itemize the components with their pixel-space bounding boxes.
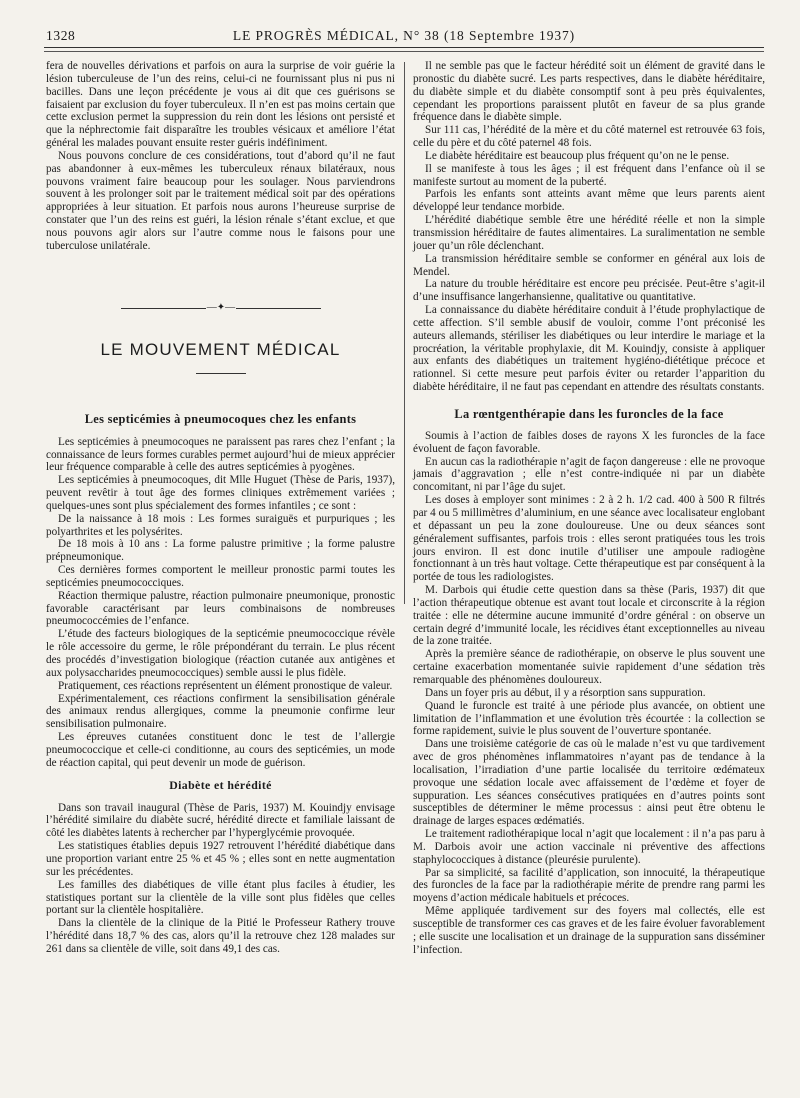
- paragraph: L’hérédité diabétique semble être une hérédité réelle et non la simple transmission héréditaire de fautes alimentaires. La suralimentation ne semble jouer qu’un rôle déclenchant.: [413, 214, 765, 252]
- paragraph: Le traitement radiothérapique local n’agit que localement : il n’a pas paru à M. Darbois avoir une action vaccinale ni préventive des affections staphylococciques à distance (pleurésie purulente).: [413, 828, 765, 866]
- article-title: Les septicémies à pneumocoques chez les enfants: [84, 411, 357, 426]
- paragraph: Parfois les enfants sont atteints avant même que leurs parents aient développé leur tendance morbide.: [413, 188, 765, 214]
- paragraph: Même appliquée tardivement sur des foyers mal collectés, elle est susceptible de transformer ces cas graves et de les faire évoluer favorablement ; elle suscite une localisation et un drainage de la suppuration sans disséminer l’infection.: [413, 905, 765, 956]
- paragraph: Les septicémies à pneumocoques, dit Mlle Huguet (Thèse de Paris, 1937), peuvent revêtir à tout âge des formes cliniques extrêmement variées ; quelques-unes sont plus spécialement des formes infantiles ; ce sont :: [46, 474, 395, 512]
- paragraph: Dans la clientèle de la clinique de la Pitié le Professeur Rathery trouve l’hérédité dans 18,7 % des cas, alors qu’il la retrouve chez 128 malades sur 261 dans sa clientèle de ville, soit dans 49,1 des cas.: [46, 917, 395, 955]
- paragraph: Réaction thermique palustre, réaction pulmonaire pneumonique, pronostic favorable caractérisant par leurs combinaisons de nombreuses pneumococcémies de l’enfance.: [46, 589, 395, 628]
- paragraph: Les septicémies à pneumocoques ne paraissent pas rares chez l’enfant ; la connaissance de leurs formes curables permet aujourd’hui de mieux apprécier leur fréquence comparable à celle des autres septicémies à pyogènes.: [46, 435, 395, 474]
- paragraph: La nature du trouble héréditaire est encore peu précisée. Peut-être s’agit-il d’une insuffisance langerhansienne, qualitative ou quantitative.: [413, 278, 765, 304]
- paragraph: Dans un foyer pris au début, il y a résorption sans suppuration.: [425, 686, 706, 699]
- paragraph: De 18 mois à 10 ans : La forme palustre primitive ; la forme palustre prépneumonique.: [46, 538, 395, 564]
- paragraph: La transmission héréditaire semble se conformer en général aux lois de Mendel.: [413, 252, 765, 278]
- paragraph: En aucun cas la radiothérapie n’agit de façon dangereuse : elle ne provoque jamais d’aggravation ; elle n’est contre-indiquée ni par un diabète concomitant, ni par l’âge du sujet.: [413, 455, 765, 494]
- paragraph: De la naissance à 18 mois : Les formes suraiguës et purpuriques ; les polyarthrites et les polysérites.: [46, 512, 395, 538]
- paragraph: La connaissance du diabète héréditaire conduit à l’étude prophylactique de cette affection. S’il semble abusif de vouloir, comme l’ont préconisé les auteurs allemands, stériliser les diabétiques ou leur interdire le mariage et la procréation, la véritable prophylaxie, dit M. Kouindjy, consiste à appliquer aux enfants des diabétiques un traitement hygiéno-diététique précoce et rationnel. Si cette mesure peut parfois éviter ou retarder l’apparition du diabète héréditaire, il ne faut pas cependant en attendre des résultats constants.: [413, 304, 765, 394]
- paragraph: Les statistiques établies depuis 1927 retrouvent l’hérédité diabétique dans une proportion variant entre 25 % et 45 % ; elles sont en nette augmentation sur les précédentes.: [46, 840, 395, 878]
- header-rule-thin: [44, 51, 764, 52]
- left-column: [46, 60, 395, 956]
- paragraph: fera de nouvelles dérivations et parfois on aura la surprise de voir guérie la lésion tuberculeuse de l’un des reins, celui-ci ne fournissant plus ni pus ni bacilles. Dans une leçon précédente je vous ai dit que ces guérisons se faisaient par exclusion du foyer tuberculeux. Il n’en est pas moins certain que cette exclusion permet la suppression du rein dont les lésions ont persisté et que la néphrectomie fait disparaître les troubles vésicaux et améliore l’état général les malades pouvant ensuite rester guéris indéfiniment.: [46, 60, 395, 150]
- paragraph: Quand le furoncle est traité à une période plus avancée, on obtient une limitation de l’inflammation et une évolution très écourtée : la collection se forme rapidement, suivie le plus souvent de l’ouverture spontanée.: [413, 699, 765, 738]
- subsection-title: Diabète et hérédité: [169, 777, 272, 792]
- paragraph: Nous pouvons conclure de ces considérations, tout d’abord qu’il ne faut pas abandonner à eux-mêmes les tuberculeux rénaux bilatéraux, nous pouvons vraiment faire beaucoup pour les soulager. Nous parviendrons souvent à les prolonger soit par le traitement médical soit par des opérations appropriées à leur situation. Et parfois nous aurons l’heureuse surprise de constater que l’un des reins est guéri, la lésion rénale s’étant exclue, et que nous pouvons agir alors sur l’autre comme nous le faisons pour une tuberculose unilatérale.: [46, 149, 395, 252]
- ornamental-divider: [46, 293, 395, 323]
- running-title: LE PROGRÈS MÉDICAL, N° 38 (18 Septembre 1937): [232, 28, 576, 43]
- paragraph: Les doses à employer sont minimes : 2 à 2 h. 1/2 cad. 400 à 500 R filtrés par 4 ou 5 millimètres d’aluminium, en une séance avec localisateur englobant et dépassant un peu la zone douloureuse. Une ou deux séances sont généralement suffisantes, parfois trois : elles seront pratiquées tous les trois jours environ. Il est donc inutile d’utiliser une ampoule radiogène fonctionnant à un très haut voltage. Cette thérapeutique est par conséquent à la portée de tous les radiologistes.: [413, 494, 765, 584]
- section-title: LE MOUVEMENT MÉDICAL: [100, 339, 341, 359]
- paragraph: Il ne semble pas que le facteur hérédité soit un élément de gravité dans le pronostic du diabète sucré. Les parts respectives, dans le diabète héréditaire, du diabète simple et du diabète consomptif sont à peu près équivalentes, cependant les proportions paraissent plutôt en faveur de sa plus grande fréquence dans le diabète simple.: [413, 60, 765, 124]
- header-rule: [44, 47, 764, 48]
- paragraph: Par sa simplicité, sa facilité d’application, son innocuité, la thérapeutique des furoncles de la face par la radiothérapie mérite de prendre rang parmi les moyens d’action médicale habituels et précoces.: [413, 866, 765, 905]
- paragraph: Le diabète héréditaire est beaucoup plus fréquent qu’on ne le pense.: [425, 149, 730, 162]
- paragraph: Après la première séance de radiothérapie, on observe le plus souvent une certaine exacerbation momentanée suivie rapidement d’une sédation très remarquable des phénomènes douloureux.: [413, 648, 765, 686]
- paragraph: Les familles des diabétiques de ville étant plus faciles à étudier, les statistiques portant sur la clientèle de la ville sont plus fidèles que celles portant sur la clientèle hospitalière.: [46, 878, 395, 917]
- paragraph: Sur 111 cas, l’hérédité de la mère et du côté maternel est retrouvée 63 fois, celle du père et du côté paternel 48 fois.: [413, 124, 765, 150]
- right-column: [413, 60, 765, 957]
- page-number: 1328: [46, 28, 76, 43]
- paragraph: Il se manifeste à tous les âges ; il est fréquent dans l’enfance où il se manifeste surtout au moment de la puberté.: [413, 162, 765, 188]
- fleuron-icon: —✦—: [206, 301, 236, 313]
- paragraph: M. Darbois qui étudie cette question dans sa thèse (Paris, 1937) dit que l’action thérapeutique obtenue est avant tout locale et circonscrite à la région traitée : elle ne détermine aucune immunité d’ordre général : on observe un certain degré d’immunité locale, les récidives étant exceptionnelles au niveau de la zone traitée.: [413, 584, 765, 648]
- paragraph: Ces dernières formes comportent le meilleur pronostic parmi toutes les septicémies pneumococciques.: [46, 564, 395, 589]
- paragraph: Soumis à l’action de faibles doses de rayons X les furoncles de la face évoluent de façon favorable.: [413, 429, 765, 455]
- paragraph: Dans une troisième catégorie de cas où le malade n’est vu que tardivement avec de gros phénomènes inflammatoires n’ayant pas de tendance à la localisation, l’irradiation d’une partie localisée du territoire œdémateux provoque une sédation locale avec affaissement de l’œdème et foyer de suppuration. Les séances consécutives pratiquées en d’autres points sont susceptibles de déterminer le même processus : ainsi peut être obtenu le drainage de larges espaces œdématiés.: [413, 738, 765, 828]
- paragraph: Pratiquement, ces réactions représentent un élément pronostique de valeur.: [58, 679, 393, 692]
- paragraph: L’étude des facteurs biologiques de la septicémie pneumococcique révèle le rôle accessoire du germe, le rôle prépondérant du terrain. Le plus récent des procédés d’investigation biologique (réaction cutanée aux antigènes et aux polysaccharides pneumococciques) semble aussi le plus fidèle.: [46, 628, 395, 679]
- column-separator: [404, 62, 405, 604]
- paragraph: Expérimentalement, ces réactions confirment la sensibilisation générale des animaux rendus allergiques, comme la pneumonie confirme leur sensibilisation pulmonaire.: [46, 692, 395, 731]
- article-title: La rœntgenthérapie dans les furoncles de la face: [454, 406, 724, 421]
- running-header: [40, 28, 768, 48]
- paragraph: Dans son travail inaugural (Thèse de Paris, 1937) M. Kouindjy envisage l’hérédité similaire du diabète sucré, hérédité directe et familiale laissant de côté les diabètes latents à rechercher par l’hyperglycémie provoquée.: [46, 801, 395, 840]
- paragraph: Les épreuves cutanées constituent donc le test de l’allergie pneumococcique et celle-ci conditionne, au cours des septicémies, un mode de réaction capital, qui peut devenir un mode de guérison.: [46, 731, 395, 769]
